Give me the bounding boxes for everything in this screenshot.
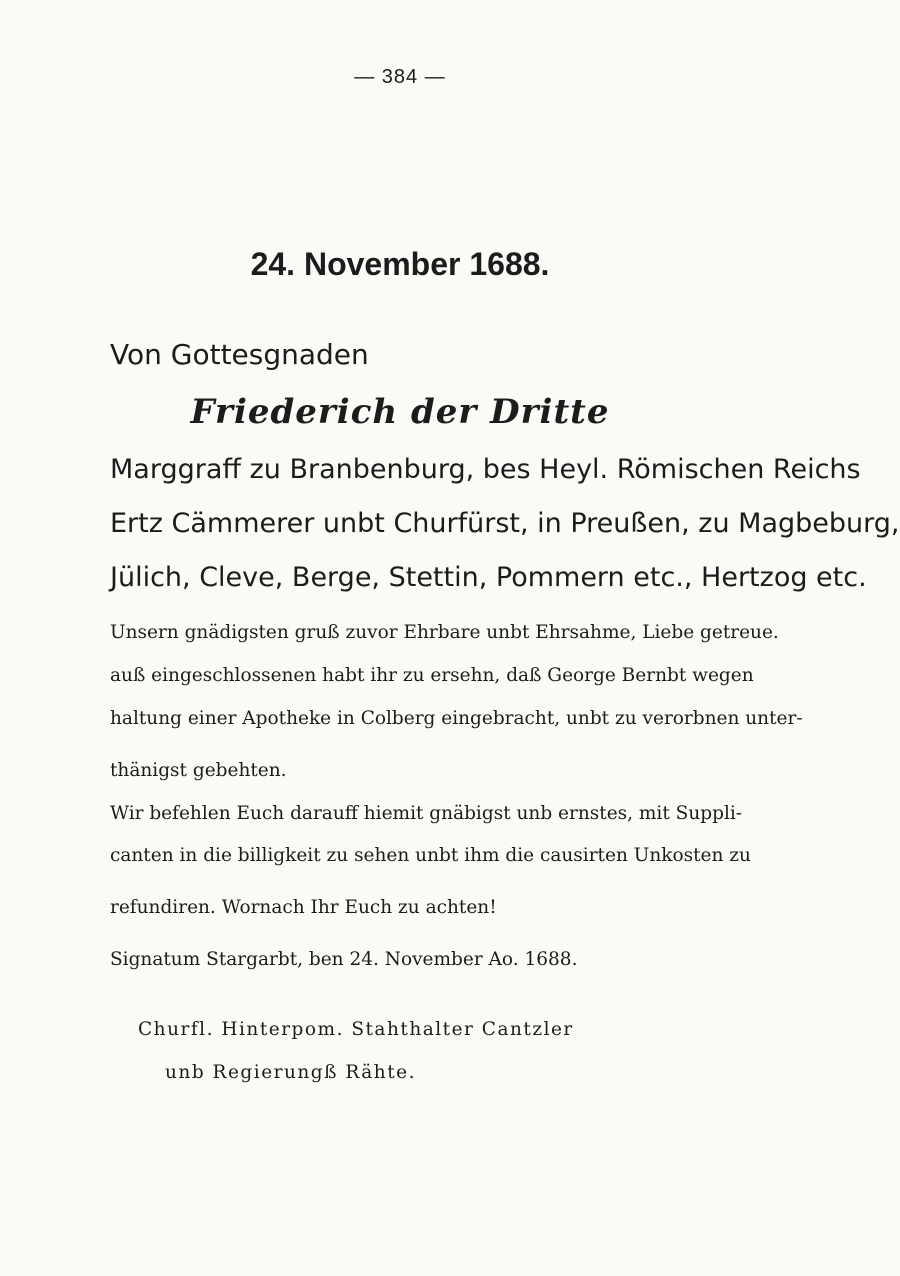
signatory-line: unb Regierungß Rähte. [165,1062,416,1083]
body-line: Wir befehlen Euch darauff hiemit gnäbigst unb ernstes, mit Suppli- [110,803,743,824]
signatory-line: Churfl. Hinterpom. Stahthalter Cantzler [138,1019,574,1040]
page-number: — 384 — [354,66,446,88]
body-line: auß eingeschlossenen habt ihr zu ersehn, daß George Bernbt wegen [110,665,754,686]
body-line: haltung einer Apotheke in Colberg eingebracht, unbt zu verorbnen unter- [110,708,803,729]
title-line: Ertz Cämmerer unbt Churfürst, in Preußen, zu Magbeburg, [110,508,900,539]
title-line: Jülich, Cleve, Berge, Stettin, Pommern etc., Hertzog etc. [110,562,867,593]
ruler-name: Friederich der Dritte [190,392,610,432]
body-line: thänigst gebehten. [110,760,287,781]
body-line: Unsern gnädigsten gruß zuvor Ehrbare unbt Ehrsahme, Liebe getreue. [110,622,779,643]
body-line: canten in die billigkeit zu sehen unbt ihm die causirten Unkosten zu [110,845,751,866]
title-line: Marggraff zu Branbenburg, bes Heyl. Römischen Reichs [110,454,861,485]
signature-place-date: Signatum Stargarbt, ben 24. November Ao. 1688. [110,949,578,970]
body-line: refundiren. Wornach Ihr Euch zu achten! [110,897,497,918]
date-heading: 24. November 1688. [250,246,550,282]
preamble: Von Gottesgnaden [110,338,369,371]
